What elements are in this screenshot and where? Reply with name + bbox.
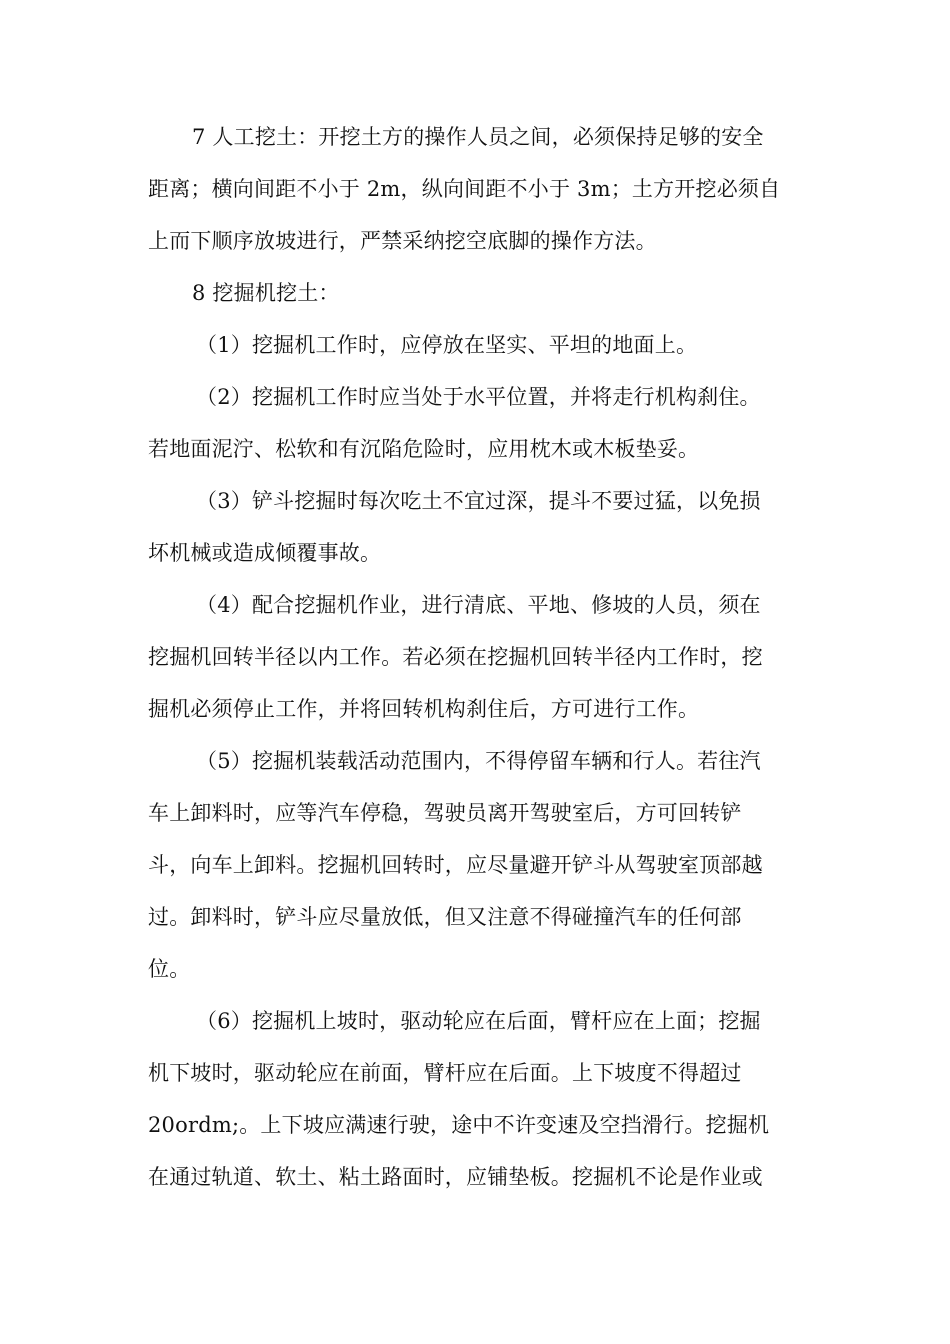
item-5-line-2: 车上卸料时，应等汽车停稳，驾驶员离开驾驶室后，方可回转铲: [148, 801, 742, 825]
paragraph-7-line-3: 上而下顺序放坡进行，严禁采纳挖空底脚的操作方法。: [148, 229, 657, 253]
item-5-line-3: 斗，向车上卸料。挖掘机回转时，应尽量避开铲斗从驾驶室顶部越: [148, 853, 763, 877]
item-6-line-3: 20ordm;。上下坡应满速行驶，途中不许变速及空挡滑行。挖掘机: [148, 1113, 770, 1137]
item-5-line-4: 过。卸料时，铲斗应尽量放低，但又注意不得碰撞汽车的任何部: [148, 905, 742, 929]
item-6-line-2: 机下坡时，驱动轮应在前面，臂杆应在后面。上下坡度不得超过: [148, 1061, 742, 1085]
item-6-line-1: （6）挖掘机上坡时，驱动轮应在后面，臂杆应在上面；挖掘: [196, 1009, 761, 1033]
paragraph-7-line-2: 距离；横向间距不小于 2m，纵向间距不小于 3m；土方开挖必须自: [148, 177, 781, 201]
section-8-heading: 8 挖掘机挖土：: [192, 281, 340, 305]
item-2-line-1: （2）挖掘机工作时应当处于水平位置，并将走行机构刹住。: [196, 385, 761, 409]
item-2-line-2: 若地面泥泞、松软和有沉陷危险时，应用枕木或木板垫妥。: [148, 437, 700, 461]
item-6-line-4: 在通过轨道、软土、粘土路面时，应铺垫板。挖掘机不论是作业或: [148, 1165, 763, 1189]
item-1-line-1: （1）挖掘机工作时，应停放在坚实、平坦的地面上。: [196, 333, 698, 357]
item-4-line-2: 挖掘机回转半径以内工作。若必须在挖掘机回转半径内工作时，挖: [148, 645, 763, 669]
item-4-line-3: 掘机必须停止工作，并将回转机构刹住后，方可进行工作。: [148, 697, 700, 721]
item-3-line-2: 坏机械或造成倾覆事故。: [148, 541, 382, 565]
item-5-line-5: 位。: [148, 957, 191, 981]
item-3-line-1: （3）铲斗挖掘时每次吃土不宜过深，提斗不要过猛，以免损: [196, 489, 761, 513]
item-5-line-1: （5）挖掘机装载活动范围内，不得停留车辆和行人。若往汽: [196, 749, 761, 773]
paragraph-7-line-1: 7 人工挖土：开挖土方的操作人员之间，必须保持足够的安全: [192, 125, 764, 149]
item-4-line-1: （4）配合挖掘机作业，进行清底、平地、修坡的人员，须在: [196, 593, 761, 617]
